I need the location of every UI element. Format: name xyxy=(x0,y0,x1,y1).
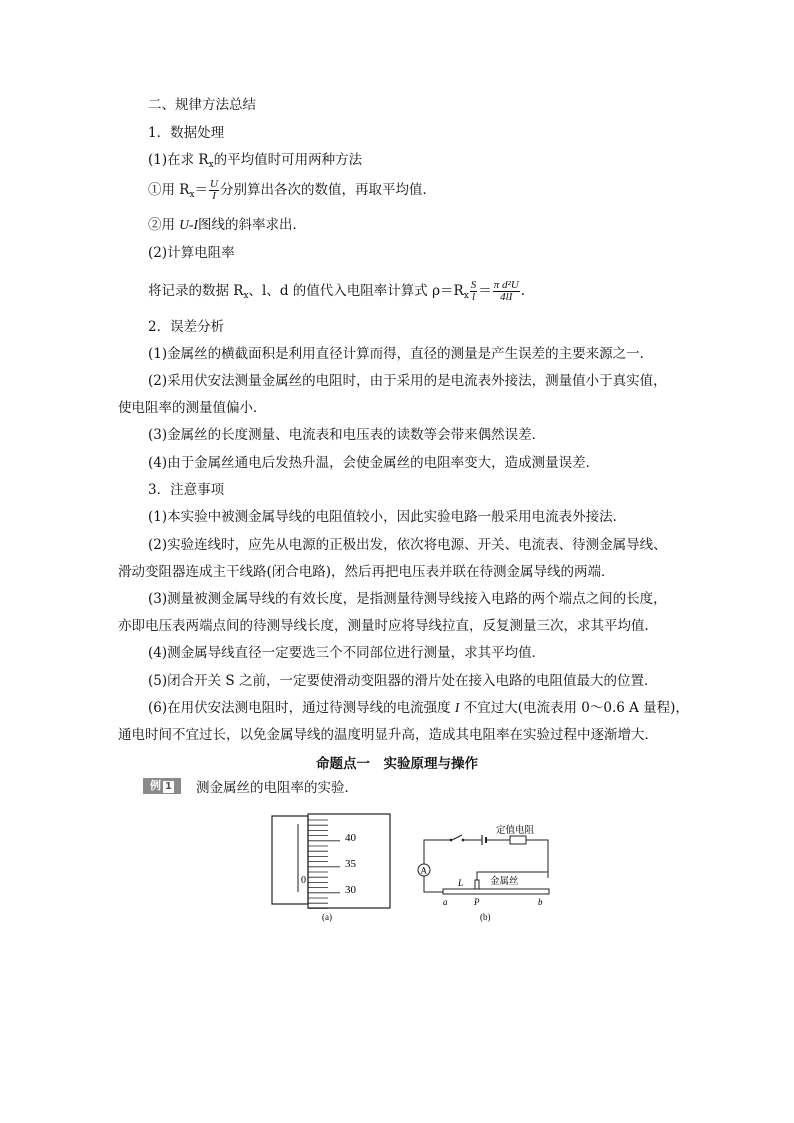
figure-a-caption: (a) xyxy=(322,912,332,922)
slider-p xyxy=(475,880,479,889)
s1-p3: ②用 U-I图线的斜率求出． xyxy=(148,217,307,233)
s3-p2b: 滑动变阻器连成主干线路(闭合电路)，然后再把电压表并联在待测金属导线的两端． xyxy=(118,564,615,580)
end-b-label: b xyxy=(538,897,543,907)
fraction-resistivity: $\frac{\text{π d²U}}{4lI}$ xyxy=(493,279,519,303)
s2-p2a: (2)采用伏安法测量金属丝的电阻时，由于采用的是电流表外接法，测量值小于真实值， xyxy=(148,373,667,389)
length-label: L xyxy=(458,879,464,889)
scale-label-30: 30 xyxy=(345,884,356,896)
s3-p2a: (2)实验连线时，应先从电源的正极出发，依次将电源、开关、电流表、待测金属导线、 xyxy=(148,537,667,553)
s3-title: 3．注意事项 xyxy=(148,482,225,498)
micrometer-sleeve xyxy=(272,816,308,904)
s1-p2: ①用 $R_x=$ $\frac{U}{I}$ 分别算出各次的数值，再取平均值． xyxy=(148,178,436,202)
s2-title: 2．误差分析 xyxy=(148,319,225,335)
figure-b-circuit xyxy=(410,822,560,924)
example-text: 测金属丝的电阻率的实验． xyxy=(196,780,358,796)
fixed-resistor xyxy=(510,836,526,844)
section-title: 二、规律方法总结 xyxy=(148,97,256,113)
s2-p4: (4)由于金属丝通电后发热升温，会使金属丝的电阻率变大，造成测量误差． xyxy=(148,455,600,471)
fixed-resistor-label: 定值电阻 xyxy=(496,826,535,836)
metal-wire-label: 金属丝 xyxy=(490,877,519,887)
wire-left-top xyxy=(424,840,450,864)
s3-p6a: (6)在用伏安法测电阻时，通过待测导线的电流强度 I 不宜过大(电流表用 0～0.6 A 量程)， xyxy=(148,700,689,716)
figure-b-caption: (b) xyxy=(480,912,491,922)
s3-p3a: (3)测量被测金属导线的有效长度，是指测量待测导线接入电路的两个端点之间的长度， xyxy=(148,591,667,607)
switch-terminal-2 xyxy=(462,839,465,842)
fraction-s-over-l: $\frac{S}{l}$ xyxy=(470,279,477,303)
s2-p1: (1)金属丝的横截面积是利用直径计算而得，直径的测量是产生误差的主要来源之一． xyxy=(148,346,654,362)
s1-p1: (1)在求 $R_x$的平均值时可用两种方法 xyxy=(148,152,363,170)
end-a-label: a xyxy=(443,897,448,907)
sleeve-zero: 0 xyxy=(301,875,306,886)
switch-lever xyxy=(452,835,462,840)
ammeter-label: A xyxy=(420,865,427,876)
s3-p4: (4)测金属导线直径一定要选三个不同部位进行测量，求其平均值． xyxy=(148,645,546,661)
s1-p4: (2)计算电阻率 xyxy=(148,245,235,261)
s2-p2b: 使电阻率的测量值偏小． xyxy=(118,400,267,416)
scale-label-40: 40 xyxy=(345,832,356,844)
wire-left-bottom xyxy=(424,876,443,892)
s3-p3b: 亦即电压表两端点间的待测导线长度，测量时应将导线拉直，反复测量三次，求其平均值． xyxy=(118,618,658,634)
s1-title: 1．数据处理 xyxy=(148,125,225,141)
switch-terminal xyxy=(450,839,453,842)
metal-wire xyxy=(443,889,549,894)
s2-p3: (3)金属丝的长度测量、电流表和电压表的读数等会带来偶然误差． xyxy=(148,427,546,443)
fraction-u-over-i: $\frac{U}{I}$ xyxy=(210,178,218,202)
s1-p5: 将记录的数据 $R_x$、l、d 的值代入电阻率计算式 $\rho=R_x$ $\frac{S}{l}$ ＝ $\frac{\text{π d²U}}{4lI}$ . xyxy=(148,279,526,303)
s3-p1: (1)本实验中被测金属导线的电阻值较小，因此实验电路一般采用电流表外接法． xyxy=(148,509,627,525)
example-badge: 例 1 xyxy=(143,778,181,794)
figure-a-micrometer xyxy=(270,812,395,924)
s3-p6b: 通电时间不宜过长，以免金属导线的温度明显升高，造成其电阻率在实验过程中逐渐增大． xyxy=(118,727,658,743)
s3-p5: (5)闭合开关 S 之前，一定要使滑动变阻器的滑片处在接入电路的电阻值最大的位置． xyxy=(148,673,658,689)
scale-label-35: 35 xyxy=(345,858,356,870)
point-p-label: P xyxy=(474,897,480,907)
topic-heading: 命题点一 实验原理与操作 xyxy=(316,756,478,772)
thimble-ticks xyxy=(308,820,340,908)
